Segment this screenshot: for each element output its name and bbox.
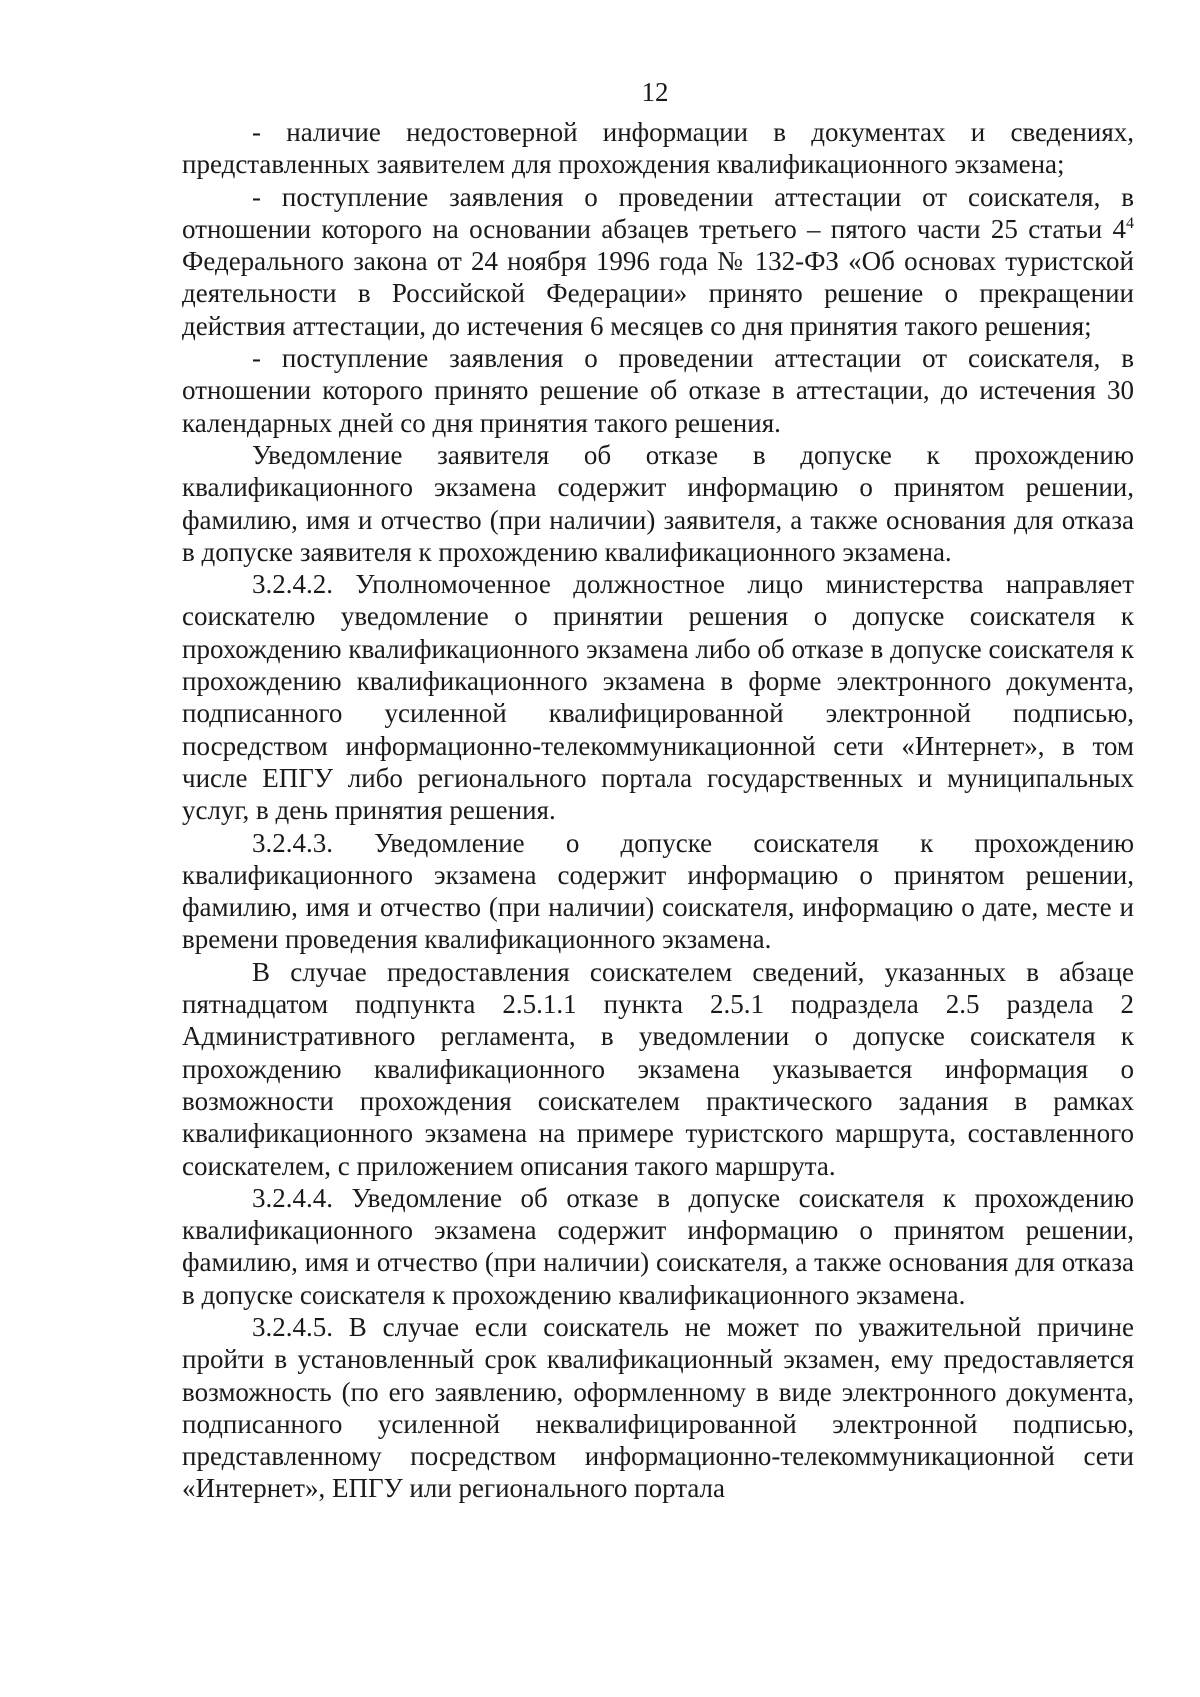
paragraph-invalid-info: - наличие недостоверной информации в документах и сведениях, представленных заявителем для прохождения квалификационного экзамена; (182, 117, 1134, 180)
page-number: 12 (641, 77, 669, 107)
paragraph-terminated-attestation (182, 181, 1134, 342)
paragraph-3-2-4-2: 3.2.4.2. Уполномоченное должностное лицо министерства направляет соискателю уведомление о принятии решения о допуске соискателя к прохождению квалификационного экзамена либо об отказе в допуске соискателя к прохождению квалификационного экзамена в форме электронного документа, подписанного усиленной квалифицированной электронной подписью, посредством информационно-телекоммуникационной сети «Интернет», в том числе ЕПГУ либо регионального портала государственных и муниципальных услуг, в день принятия решения. (182, 569, 1134, 826)
paragraph-practical-task: В случае предоставления соискателем сведений, указанных в абзаце пятнадцатом подпункта 2.5.1.1 пункта 2.5.1 подраздела 2.5 раздела 2 Административного регламента, в уведомлении о допуске соискателя к прохождению квалификационного экзамена указывается информация о возможности прохождения соискателем практического задания в рамках квалификационного экзамена на примере туристского маршрута, составленного соискателем, с приложением описания такого маршрута. (182, 956, 1134, 1181)
paragraph-3-2-4-5: 3.2.4.5. В случае если соискатель не может по уважительной причине пройти в установленный срок квалификационный экзамен, ему предоставляется возможность (по его заявлению, оформленному в виде электронного документа, подписанного усиленной неквалифицированной электронной подписью, представленному посредством информационно-телекоммуникационной сети «Интернет», ЕПГУ или регионального портала (182, 1311, 1134, 1504)
paragraph-text: - поступление заявления о проведении аттестации от соискателя, в отношении которого на основании абзацев третьего – пятого части 25 статьи 4 (182, 181, 1134, 244)
document-body (182, 116, 1134, 1505)
paragraph-text: Федерального закона от 24 ноября 1996 года № 132-ФЗ «Об основах туристской деятельности в Российской Федерации» принято решение о прекращении действия аттестации, до истечения 6 месяцев со дня принятия такого решения; (182, 246, 1134, 341)
paragraph-refused-attestation: - поступление заявления о проведении аттестации от соискателя, в отношении которого принято решение об отказе в аттестации, до истечения 30 календарных дней со дня принятия такого решения. (182, 343, 1134, 438)
paragraph-3-2-4-3: 3.2.4.3. Уведомление о допуске соискателя к прохождению квалификационного экзамена содержит информацию о принятом решении, фамилию, имя и отчество (при наличии) соискателя, информацию о дате, месте и времени проведения квалификационного экзамена. (182, 827, 1134, 955)
paragraph-3-2-4-4: 3.2.4.4. Уведомление об отказе в допуске соискателя к прохождению квалификационного экзамена содержит информацию о принятом решении, фамилию, имя и отчество (при наличии) соискателя, а также основания для отказа в допуске соискателя к прохождению квалификационного экзамена. (182, 1182, 1134, 1310)
paragraph-refusal-notice: Уведомление заявителя об отказе в допуске к прохождению квалификационного экзамена содержит информацию о принятом решении, фамилию, имя и отчество (при наличии) заявителя, а также основания для отказа в допуске заявителя к прохождению квалификационного экзамена. (182, 439, 1134, 567)
superscript: 4 (1126, 214, 1134, 232)
